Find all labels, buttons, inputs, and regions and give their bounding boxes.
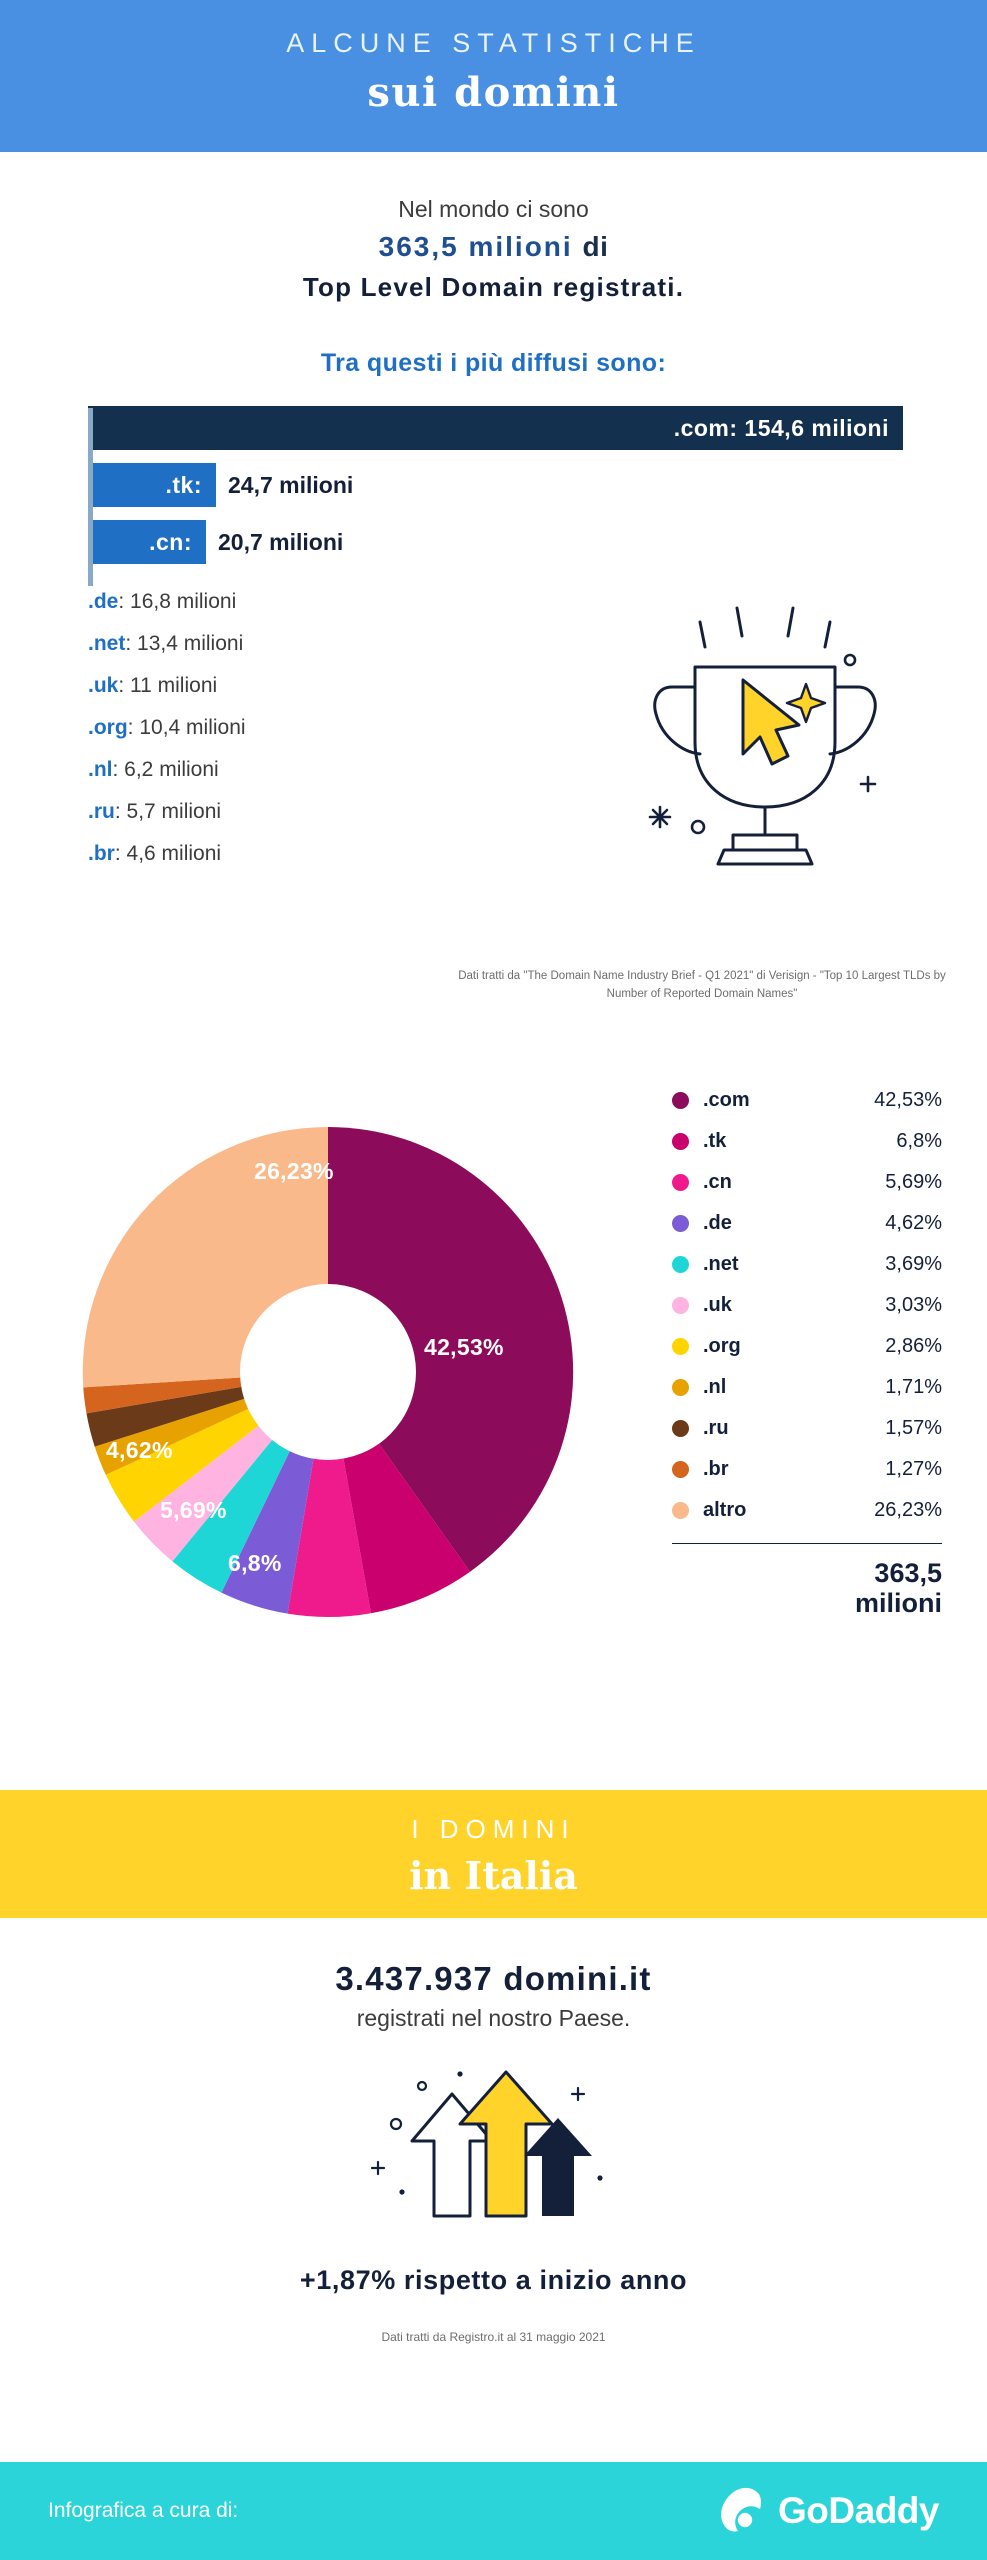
- list-item-tld: .br: [88, 842, 115, 865]
- legend-value: 2,86%: [885, 1335, 942, 1357]
- bar-row: [88, 520, 987, 564]
- list-item-tld: .ru: [88, 800, 115, 823]
- footer-text: Infografica a cura di:: [48, 2499, 239, 2522]
- italy-source-note: Dati tratti da Registro.it al 31 maggio 2021: [381, 2330, 606, 2344]
- list-item-value: : 13,4 milioni: [125, 632, 244, 655]
- bar-row: [88, 406, 987, 450]
- legend-item: [672, 1162, 942, 1203]
- header-band: [0, 0, 987, 152]
- list-item-value: : 5,7 milioni: [114, 800, 222, 823]
- intro-line-2: [0, 231, 987, 263]
- source-note: Dati tratti da "The Domain Name Industry Brief - Q1 2021" di Verisign - "Top 10 Largest TLDs by Number of Reported Domain Names": [458, 970, 946, 1000]
- legend-swatch: [672, 1092, 689, 1109]
- up-arrows-icon: [364, 2066, 624, 2226]
- donut-label-com: 42,53%: [424, 1334, 504, 1360]
- legend-swatch: [672, 1256, 689, 1273]
- header-title: sui domini: [367, 69, 620, 116]
- legend-swatch: [672, 1502, 689, 1519]
- legend-swatch: [672, 1215, 689, 1232]
- legend-item: [672, 1121, 942, 1162]
- legend-label: .de: [703, 1212, 732, 1234]
- intro-highlight: 363,5 milioni: [378, 231, 573, 262]
- legend-label: .cn: [703, 1171, 732, 1193]
- legend-value: 26,23%: [874, 1499, 942, 1521]
- bar-tk-value: 24,7 milioni: [228, 471, 354, 498]
- legend-label: .tk: [703, 1130, 727, 1152]
- donut-label-tk: 6,8%: [228, 1550, 282, 1576]
- legend-total-unit: milioni: [855, 1588, 942, 1619]
- legend-item: [672, 1449, 942, 1490]
- donut-chart-section: [0, 1050, 987, 1790]
- italy-band-title: in Italia: [409, 1853, 578, 1898]
- bar-cn: .cn:: [88, 520, 206, 564]
- godaddy-logo[interactable]: [714, 2485, 939, 2537]
- legend-swatch: [672, 1379, 689, 1396]
- bar-row: [88, 463, 987, 507]
- list-item-value: : 6,2 milioni: [112, 758, 219, 781]
- legend-label: .ru: [703, 1417, 729, 1439]
- bar-tk: .tk:: [88, 463, 216, 507]
- italy-band: [0, 1790, 987, 1918]
- italy-section: [0, 1960, 987, 2344]
- legend-item: [672, 1244, 942, 1285]
- legend-total: [672, 1543, 942, 1618]
- footer-bar: [0, 2462, 987, 2560]
- legend-item: [672, 1490, 942, 1531]
- legend-label: .net: [703, 1253, 739, 1275]
- legend-item: [672, 1367, 942, 1408]
- italy-band-kicker: I DOMINI: [411, 1814, 576, 1844]
- list-item-value: : 11 milioni: [118, 674, 218, 697]
- donut-label-cn: 5,69%: [160, 1497, 227, 1523]
- header-kicker: ALCUNE STATISTICHE: [286, 28, 701, 58]
- legend-swatch: [672, 1174, 689, 1191]
- legend-swatch: [672, 1420, 689, 1437]
- arrows-illustration: [364, 2066, 624, 2231]
- bar-com: .com: 154,6 milioni: [88, 406, 903, 450]
- bar-cn-value: 20,7 milioni: [218, 528, 344, 555]
- legend-label: .br: [703, 1458, 729, 1480]
- legend-value: 3,03%: [885, 1294, 942, 1316]
- legend-value: 1,57%: [885, 1417, 942, 1439]
- legend-item: [672, 1326, 942, 1367]
- donut-legend: [672, 1080, 942, 1618]
- legend-label: .nl: [703, 1376, 727, 1398]
- godaddy-mark-icon: [714, 2485, 766, 2537]
- list-item-tld: .de: [88, 590, 119, 613]
- italy-domain-count: 3.437.937 domini.it: [335, 1960, 652, 1997]
- list-item-value: : 10,4 milioni: [127, 716, 246, 739]
- intro-line-3: Top Level Domain registrati.: [302, 272, 685, 302]
- legend-value: 6,8%: [896, 1130, 942, 1152]
- legend-swatch: [672, 1461, 689, 1478]
- donut-chart: [28, 1072, 628, 1672]
- legend-label: altro: [703, 1499, 747, 1521]
- legend-value: 3,69%: [885, 1253, 942, 1275]
- donut-label-altro: 26,23%: [254, 1158, 334, 1184]
- trophy-icon: [600, 592, 930, 892]
- legend-value: 1,27%: [885, 1458, 942, 1480]
- legend-value: 5,69%: [885, 1171, 942, 1193]
- legend-item: [672, 1285, 942, 1326]
- list-item-tld: .org: [88, 716, 128, 739]
- legend-label: .com: [703, 1089, 750, 1111]
- godaddy-wordmark: GoDaddy: [778, 2490, 939, 2531]
- legend-item: [672, 1203, 942, 1244]
- legend-label: .org: [703, 1335, 741, 1357]
- legend-swatch: [672, 1133, 689, 1150]
- list-item-value: : 16,8 milioni: [118, 590, 237, 613]
- legend-swatch: [672, 1338, 689, 1355]
- legend-value: 1,71%: [885, 1376, 942, 1398]
- legend-swatch: [672, 1297, 689, 1314]
- intro-block: [0, 152, 987, 378]
- intro-line-1: Nel mondo ci sono: [398, 196, 589, 222]
- list-item-value: : 4,6 milioni: [114, 842, 222, 865]
- italy-growth: +1,87% rispetto a inizio anno: [299, 2265, 688, 2295]
- legend-item: [672, 1408, 942, 1449]
- bar-chart: [88, 406, 987, 564]
- legend-label: .uk: [703, 1294, 732, 1316]
- intro-subtitle: Tra questi i più diffusi sono:: [320, 349, 667, 377]
- list-item-tld: .net: [88, 632, 126, 655]
- intro-line-2-tail: di: [582, 231, 609, 262]
- trophy-illustration: [600, 592, 930, 897]
- legend-value: 42,53%: [874, 1089, 942, 1111]
- list-item-tld: .uk: [88, 674, 119, 697]
- legend-total-number: 363,5: [874, 1558, 942, 1588]
- legend-value: 4,62%: [885, 1212, 942, 1234]
- legend-item: [672, 1080, 942, 1121]
- bar-axis: [88, 408, 93, 586]
- italy-subtitle: registrati nel nostro Paese.: [356, 2005, 631, 2031]
- donut-label-de: 4,62%: [106, 1437, 173, 1463]
- list-item-tld: .nl: [88, 758, 113, 781]
